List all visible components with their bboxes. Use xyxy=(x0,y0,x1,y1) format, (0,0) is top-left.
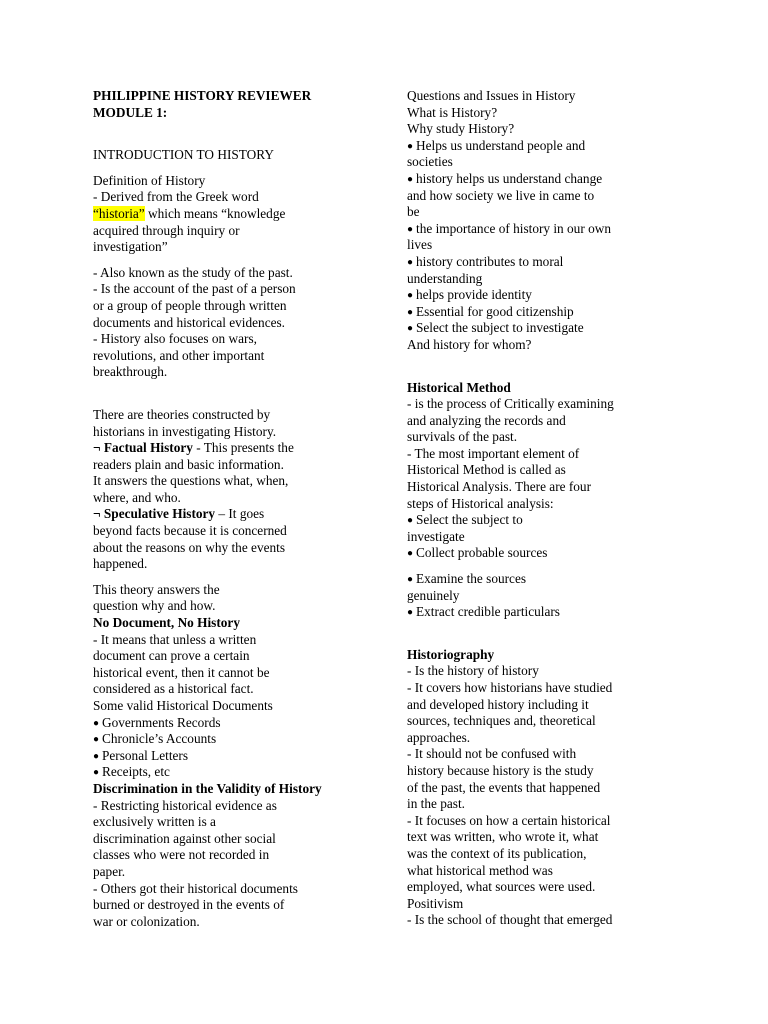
text-line: - Is the history of history xyxy=(407,663,539,679)
bullet-text: Governments Records xyxy=(102,714,221,730)
text-line: Historical Method is called as xyxy=(407,462,566,478)
bullet-item xyxy=(93,715,383,732)
bullet-item xyxy=(407,604,697,621)
text-line: understanding xyxy=(407,270,483,286)
bullet-icon: ● xyxy=(407,607,414,619)
bullet-text: the importance of history in our own xyxy=(416,220,611,236)
bullet-item xyxy=(93,764,383,781)
questions-heading: Questions and Issues in History xyxy=(407,88,576,103)
text-line: employed, what sources were used. xyxy=(407,879,596,895)
text-line: - Is the school of thought that emerged xyxy=(407,912,613,928)
text-line: steps of Historical analysis: xyxy=(407,495,554,511)
text-line: text was written, who wrote it, what xyxy=(407,829,599,845)
text-line: This theory answers the xyxy=(93,581,220,597)
text-line: - It focuses on how a certain historical xyxy=(407,812,611,828)
text-line: It answers the questions what, when, xyxy=(93,473,289,489)
text-line: sources, techniques and, theoretical xyxy=(407,713,596,729)
text-line: societies xyxy=(407,154,453,170)
bullet-icon: ● xyxy=(93,767,100,779)
text-line xyxy=(93,440,383,457)
text-line: exclusively written is a xyxy=(93,814,216,830)
bullet-item xyxy=(93,731,383,748)
bullet-text: Helps us understand people and xyxy=(416,137,586,153)
definition-heading: Definition of History xyxy=(93,172,206,188)
text-line: revolutions, and other important xyxy=(93,347,265,363)
text-line: And history for whom? xyxy=(407,336,532,352)
text-line: - Restricting historical evidence as xyxy=(93,797,277,813)
right-column xyxy=(407,88,697,929)
text-line: - It means that unless a written xyxy=(93,631,257,647)
text-line: - The most important element of xyxy=(407,445,580,461)
highlighted-term: “historia” xyxy=(93,205,145,221)
bullet-icon: ● xyxy=(407,548,414,560)
bullet-icon: ● xyxy=(407,256,414,268)
text-line: What is History? xyxy=(407,104,498,120)
intro-heading: INTRODUCTION TO HISTORY xyxy=(93,147,274,163)
bullet-text: Collect probable sources xyxy=(416,545,548,561)
document-title: PHILIPPINE HISTORY REVIEWER xyxy=(93,88,312,103)
bullet-icon: ● xyxy=(93,734,100,746)
text-line: lives xyxy=(407,237,433,253)
text-line: - History also focuses on wars, xyxy=(93,331,257,347)
text-line: - Also known as the study of the past. xyxy=(93,264,293,280)
text-line: what historical method was xyxy=(407,862,553,878)
bullet-item xyxy=(407,221,697,238)
bullet-text: Select the subject to xyxy=(416,512,523,528)
historical-method-section xyxy=(407,380,697,621)
text-line: considered as a historical fact. xyxy=(93,681,254,697)
text-line: history because history is the study xyxy=(407,762,594,778)
bullet-item xyxy=(407,171,697,188)
text-span: - This presents the xyxy=(192,440,294,456)
bullet-text: Chronicle’s Accounts xyxy=(102,731,217,747)
text-line: discrimination against other social xyxy=(93,830,276,846)
bullet-item xyxy=(407,512,697,529)
bullet-text: Personal Letters xyxy=(102,747,189,763)
bullet-icon: ● xyxy=(407,140,414,152)
bullet-text: Receipts, etc xyxy=(102,764,170,780)
text-line: - Derived from the Greek word xyxy=(93,189,259,205)
text-line: about the reasons on why the events xyxy=(93,539,286,555)
text-line: There are theories constructed by xyxy=(93,406,271,422)
text-line: and analyzing the records and xyxy=(407,412,566,428)
text-line: was the context of its publication, xyxy=(407,845,587,861)
bullet-icon: ● xyxy=(407,306,414,318)
text-line: Historical Analysis. There are four xyxy=(407,479,592,495)
text-line: or a group of people through written xyxy=(93,297,287,313)
bullet-item xyxy=(93,748,383,765)
text-line: - It should not be confused with xyxy=(407,746,577,762)
bullet-icon: ● xyxy=(93,750,100,762)
text-line: Some valid Historical Documents xyxy=(93,698,273,713)
bullet-icon: ● xyxy=(407,223,414,235)
bullet-text: Examine the sources xyxy=(416,571,527,587)
bullet-item xyxy=(407,287,697,304)
text-line: Why study History? xyxy=(407,121,515,137)
text-line: in the past. xyxy=(407,796,465,812)
bullet-text: helps provide identity xyxy=(416,287,532,303)
historiography-heading: Historiography xyxy=(407,646,495,662)
text-line: war or colonization. xyxy=(93,913,200,929)
bullet-icon: ● xyxy=(407,574,414,586)
text-line: happened. xyxy=(93,556,148,572)
text-span: – It goes xyxy=(215,506,265,522)
text-line: classes who were not recorded in xyxy=(93,847,270,863)
text-line: be xyxy=(407,204,420,220)
text-line: and how society we live in came to xyxy=(407,187,595,203)
bullet-icon: ● xyxy=(407,515,414,527)
text-line: documents and historical evidences. xyxy=(93,314,286,330)
bullet-item xyxy=(407,571,697,588)
past-section xyxy=(93,265,383,381)
bullet-item xyxy=(407,254,697,271)
text-line: paper. xyxy=(93,863,126,879)
text-line: - Is the account of the past of a person xyxy=(93,281,296,297)
text-line: - It covers how historians have studied xyxy=(407,680,613,695)
text-line: breakthrough. xyxy=(93,364,168,380)
bullet-icon: ● xyxy=(407,290,414,302)
discrimination-heading: Discrimination in the Validity of History xyxy=(93,780,322,796)
bullet-text: Essential for good citizenship xyxy=(416,303,574,319)
text-line: investigation” xyxy=(93,239,168,255)
text-line: of the past, the events that happened xyxy=(407,779,601,795)
bullet-icon: ● xyxy=(407,323,414,335)
text-line: - Others got their historical documents xyxy=(93,880,298,896)
discrimination-section xyxy=(93,781,383,930)
questions-section xyxy=(407,88,697,354)
bullet-item xyxy=(407,545,697,562)
text-line: question why and how. xyxy=(93,598,216,614)
bullet-text: history contributes to moral xyxy=(416,253,564,269)
text-line: readers plain and basic information. xyxy=(93,456,284,472)
bullet-text: Select the subject to investigate xyxy=(416,320,584,336)
text-line: approaches. xyxy=(407,729,471,745)
text-line: burned or destroyed in the events of xyxy=(93,897,285,913)
bullet-item xyxy=(407,138,697,155)
text-line: survivals of the past. xyxy=(407,429,518,445)
module-title: MODULE 1: xyxy=(93,104,168,120)
text-line: beyond facts because it is concerned xyxy=(93,523,287,539)
theories-section xyxy=(93,407,383,573)
text-line: document can prove a certain xyxy=(93,648,250,664)
text-line: historians in investigating History. xyxy=(93,423,277,439)
text-span: which means “knowledge xyxy=(144,205,286,221)
bullet-item xyxy=(407,304,697,321)
positivism-term: Positivism xyxy=(407,895,464,911)
speculative-history-term: ¬ Speculative History xyxy=(93,506,216,522)
historiography-section xyxy=(407,647,697,929)
bullet-item xyxy=(407,320,697,337)
text-line: investigate xyxy=(407,528,465,544)
text-line: and developed history including it xyxy=(407,696,589,712)
text-line: - is the process of Critically examining xyxy=(407,396,614,412)
text-line: where, and who. xyxy=(93,489,181,505)
no-document-section xyxy=(93,615,383,781)
left-column xyxy=(93,88,383,930)
text-line: acquired through inquiry or xyxy=(93,222,240,238)
definition-section xyxy=(93,173,383,256)
text-line: historical event, then it cannot be xyxy=(93,664,270,680)
bullet-text: Extract credible particulars xyxy=(416,604,560,620)
text-line xyxy=(93,206,383,223)
historical-method-heading: Historical Method xyxy=(407,379,511,395)
bullet-icon: ● xyxy=(407,173,414,185)
bullet-icon: ● xyxy=(93,717,100,729)
text-line: genuinely xyxy=(407,587,460,603)
factual-history-term: ¬ Factual History xyxy=(93,440,193,456)
bullet-text: history helps us understand change xyxy=(416,170,603,186)
no-document-heading: No Document, No History xyxy=(93,615,240,631)
text-line xyxy=(93,506,383,523)
